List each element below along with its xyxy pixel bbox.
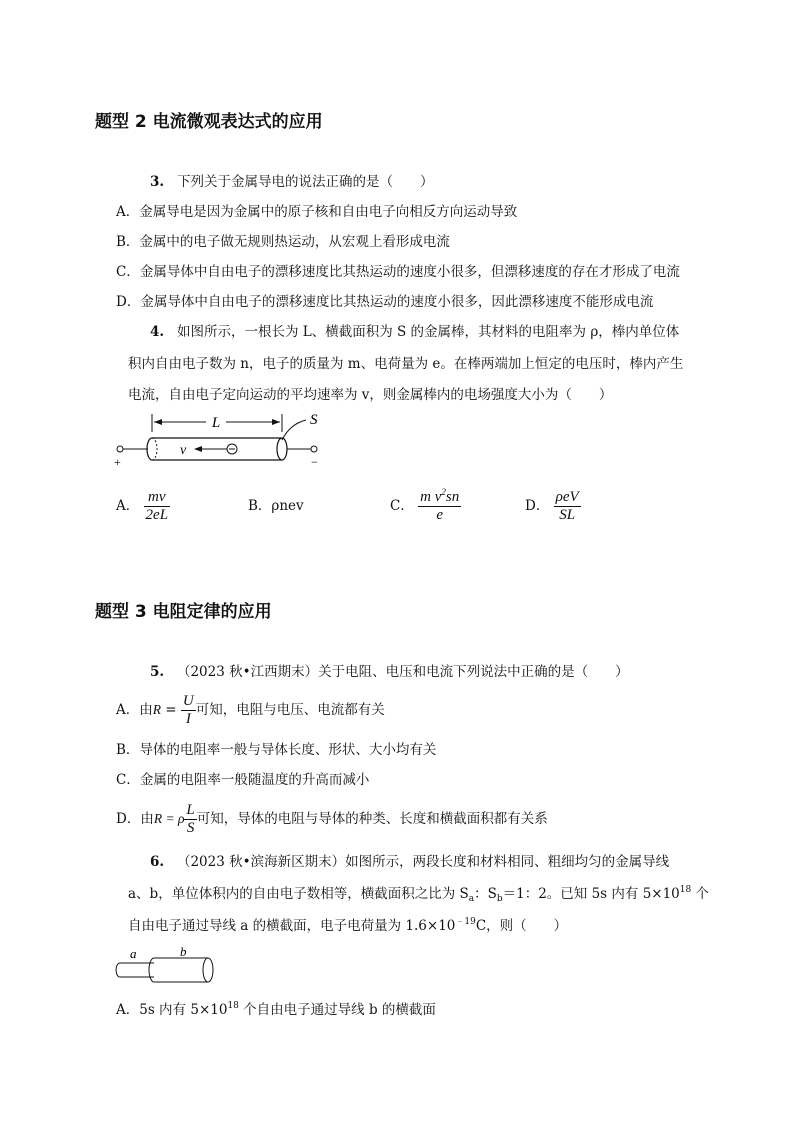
option-label: C． [390, 498, 414, 514]
numerator: ρeV [555, 489, 579, 505]
question-5-stem [150, 662, 629, 682]
question-6-line-1 [150, 852, 669, 872]
option-label: D． [525, 498, 550, 514]
denominator: SL [559, 507, 576, 523]
section-title: 题型 2 电流微观表达式的应用 [95, 112, 323, 132]
fraction [184, 802, 196, 837]
label-area: S [310, 412, 318, 428]
numerator: mv [144, 489, 171, 507]
section-title: 题型 3 电阻定律的应用 [95, 602, 272, 622]
text-part: A．5s 内有 5×10 [116, 1002, 228, 1018]
q6-option-a [116, 1000, 436, 1020]
option-text: ρnev [271, 498, 304, 514]
denominator: 2eL [145, 507, 169, 523]
formula-eq: = [161, 702, 181, 718]
wire-a-left-end [116, 963, 120, 977]
wires-figure [108, 942, 228, 990]
option-b: B．金属中的电子做无规则热运动，从宏观上看形成电流 [116, 234, 450, 250]
question-4-line-3: 电流，自由电子定向运动的平均速率为 v，则金属棒内的电场强度大小为（ ） [128, 387, 613, 403]
numerator-part: m v [420, 489, 442, 505]
label-velocity: v [180, 443, 187, 458]
rod-right-end [277, 438, 287, 460]
label-wire-a: a [130, 946, 137, 961]
label-length: L [211, 415, 221, 431]
option-label: A． [116, 498, 140, 514]
q4-option-b [248, 488, 304, 524]
formula-eq: = ρ [162, 811, 185, 826]
rod-figure [110, 408, 330, 470]
question-text: 如图所示，一根长为 L、横截面积为 S 的金属棒，其材料的电阻率为 ρ，棒内单位体 [176, 324, 680, 340]
option-text: 可知，电阻与电压、电流都有关 [195, 702, 385, 718]
question-text: （2023 秋•江西期末）关于电阻、电压和电流下列说法中正确的是（ ） [176, 664, 629, 680]
question-4-line-2: 积内自由电子数为 n，电子的质量为 m、电荷量为 e。在棒两端加上恒定的电压时，棒内产生 [128, 356, 684, 372]
rod-left-end-hidden [152, 438, 157, 460]
text-part: C，则（ ） [475, 918, 568, 934]
denominator: e [436, 507, 444, 523]
option-c: C．金属导体中自由电子的漂移速度比其热运动的速度小很多，但漂移速度的存在才形成了电流 [116, 264, 680, 280]
text-part: 自由电子通过导线 a 的横截面，电子电荷量为 1.6×10 [128, 918, 456, 934]
numerator: U [182, 693, 194, 709]
exponent: 2 [441, 487, 446, 497]
q4-option-d [525, 488, 581, 524]
numerator [418, 489, 461, 507]
fraction [418, 489, 461, 524]
exponent: 18 [679, 885, 692, 895]
question-6-line-3 [128, 916, 567, 936]
terminal-right [311, 446, 317, 452]
numerator-part: sn [445, 489, 460, 505]
subscript: b [496, 894, 503, 904]
text-part: 个自由电子通过导线 b 的横截面 [238, 1002, 436, 1018]
exponent: 18 [227, 1001, 239, 1011]
text-part: ：S [474, 886, 497, 902]
fraction [181, 693, 196, 728]
question-3-stem [150, 172, 433, 192]
option-d: D．金属导体中自由电子的漂移速度比其热运动的速度小很多，因此漂移速度不能形成电流 [116, 294, 654, 310]
text-part: a、b，单位体积内的自由电子数相等，横截面积之比为 S [128, 886, 469, 902]
question-6-line-2 [128, 884, 709, 904]
denominator: I [185, 711, 191, 727]
exponent: ﹣19 [455, 917, 476, 927]
formula-lhs: R [153, 811, 163, 826]
option-label: B． [248, 498, 272, 514]
question-text: 下列关于金属导电的说法正确的是（ ） [176, 174, 434, 190]
text-part: ＝1：2。已知 5s 内有 5×10 [502, 886, 680, 902]
numerator: L [186, 802, 195, 818]
q4-option-c [390, 488, 461, 524]
question-number: 5. [150, 664, 165, 680]
q5-option-a [116, 692, 385, 728]
option-text: 可知，导体的电阻与导体的种类、长度和横截面积都有关系 [196, 811, 548, 827]
terminal-left [117, 446, 123, 452]
subscript: a [468, 894, 475, 904]
formula-lhs: R [152, 702, 161, 717]
option-prefix: D．由 [116, 811, 154, 827]
q5-option-c: C．金属的电阻率一般随温度的升高而减小 [116, 772, 370, 788]
question-text: （2023 秋•滨海新区期末）如图所示，两段长度和材料相同、粗细均匀的金属导线 [176, 854, 670, 870]
label-wire-b: b [180, 944, 187, 959]
text-part: 个 [691, 886, 710, 902]
cross-section-leader [282, 420, 306, 440]
question-number: 4. [150, 324, 165, 340]
question-number: 3. [150, 174, 165, 190]
fraction [554, 489, 581, 524]
label-plus: + [114, 455, 121, 469]
wire-b-left-end [149, 958, 154, 982]
velocity-arrowhead-icon [194, 446, 202, 452]
arrowhead-left-icon [154, 419, 162, 425]
option-a: A．金属导电是因为金属中的原子核和自由电子向相反方向运动导致 [116, 204, 518, 220]
q5-option-b: B．导体的电阻率一般与导体长度、形状、大小均有关 [116, 742, 437, 758]
fraction [144, 489, 171, 524]
label-minus: − [311, 455, 318, 469]
question-number: 6. [150, 854, 165, 870]
arrowhead-right-icon [272, 419, 280, 425]
wire-b-right-end [203, 958, 213, 982]
denominator: S [186, 820, 195, 836]
option-prefix: A．由 [116, 702, 153, 718]
q5-option-d [116, 801, 548, 837]
q4-option-a [116, 488, 170, 524]
question-4-line-1 [150, 322, 679, 342]
